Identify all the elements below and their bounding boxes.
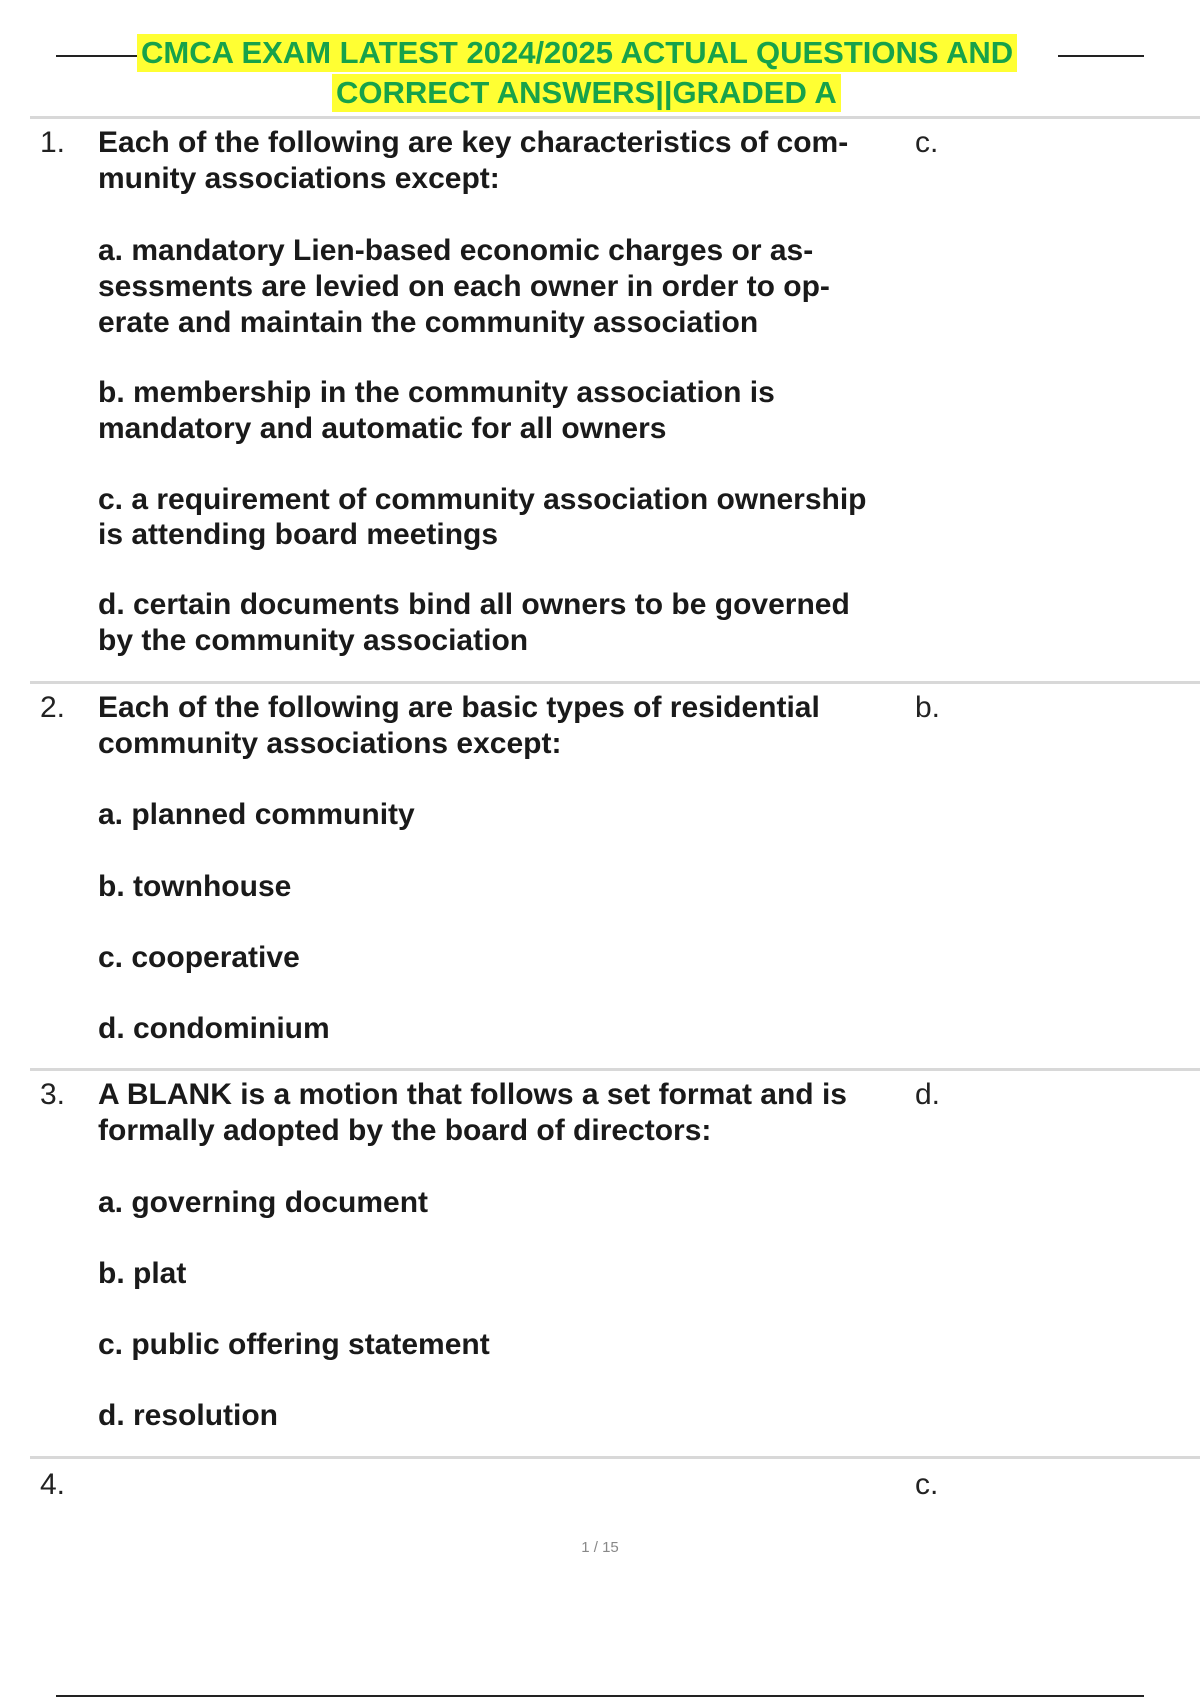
option-c-line: is attending board meetings — [98, 518, 499, 551]
title-rule-right — [1058, 55, 1144, 57]
question-number: 3. — [40, 1078, 66, 1111]
row-separator — [30, 1068, 1200, 1071]
question-number: 2. — [40, 691, 66, 724]
question-text-line: community associations except: — [98, 727, 562, 760]
question-text-line: Each of the following are key characteristics of com- — [98, 126, 849, 159]
title-line-1: CMCA EXAM LATEST 2024/2025 ACTUAL QUESTIONS AND — [137, 34, 1017, 72]
option-b-line: b. townhouse — [98, 870, 292, 903]
document-title — [0, 34, 1200, 110]
option-d-line: by the community association — [98, 624, 529, 657]
option-b-line: mandatory and automatic for all owners — [98, 412, 667, 445]
title-line-2: CORRECT ANSWERS||GRADED A — [332, 74, 841, 112]
question-answer: c. — [915, 126, 939, 159]
question-text-line: formally adopted by the board of directors: — [98, 1114, 712, 1147]
question-text-line: Each of the following are basic types of residential — [98, 691, 820, 724]
option-a-line: a. governing document — [98, 1186, 429, 1219]
question-text-line: A BLANK is a motion that follows a set format and is — [98, 1078, 847, 1111]
option-d-line: d. condominium — [98, 1012, 330, 1045]
bottom-rule — [56, 1695, 1144, 1697]
option-a-line: a. mandatory Lien-based economic charges or as- — [98, 234, 814, 267]
question-number: 1. — [40, 126, 66, 159]
row-separator — [30, 1456, 1200, 1459]
row-separator — [30, 681, 1200, 684]
option-c-line: c. a requirement of community association ownership — [98, 483, 867, 516]
row-separator — [30, 116, 1200, 119]
option-c-line: c. public offering statement — [98, 1328, 490, 1361]
option-b-line: b. plat — [98, 1257, 187, 1290]
option-b-line: b. membership in the community association is — [98, 376, 775, 409]
option-a-line: erate and maintain the community association — [98, 306, 759, 339]
question-text-line: munity associations except: — [98, 162, 500, 195]
title-rule-left — [56, 55, 140, 57]
question-answer: b. — [915, 691, 941, 724]
option-a-line: a. planned community — [98, 798, 415, 831]
page-indicator: 1 / 15 — [581, 1539, 619, 1556]
question-number: 4. — [40, 1468, 66, 1501]
option-a-line: sessments are levied on each owner in order to op- — [98, 270, 830, 303]
option-d-line: d. resolution — [98, 1399, 278, 1432]
question-answer: c. — [915, 1468, 939, 1501]
option-d-line: d. certain documents bind all owners to be governed — [98, 588, 850, 621]
option-c-line: c. cooperative — [98, 941, 300, 974]
question-answer: d. — [915, 1078, 941, 1111]
